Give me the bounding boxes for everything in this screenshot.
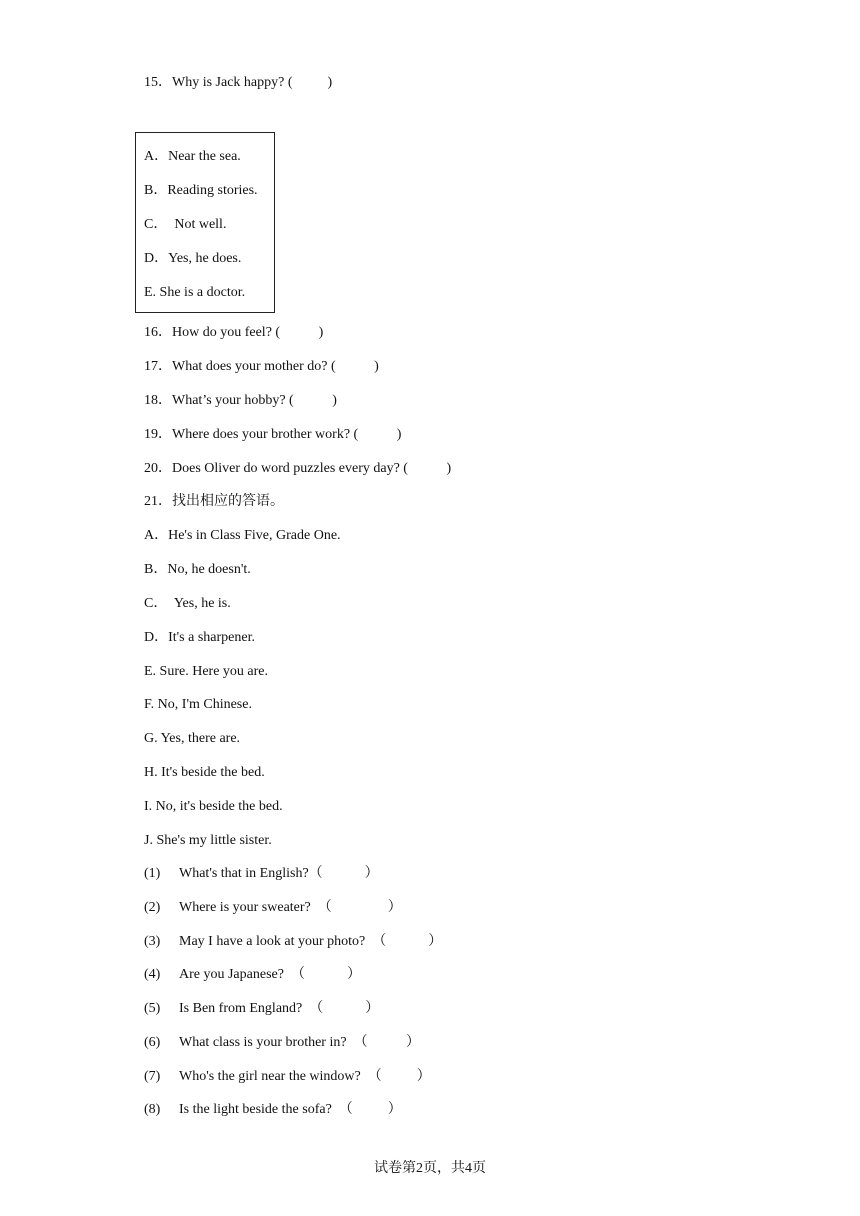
sub-question-number: (1) (144, 866, 161, 881)
option-a: A．Near the sea. (144, 149, 241, 164)
sub-question-4 (144, 966, 361, 984)
answer-j: J. She's my little sister. (144, 833, 272, 848)
answer-g: G. Yes, there are. (144, 731, 241, 746)
option-c: C． Not well. (144, 217, 227, 232)
option-e: E. She is a doctor. (144, 285, 246, 300)
page-footer: 试卷第2页，共4页 (374, 1161, 486, 1176)
sub-question-text: What class is your brother in? （ ） (179, 1035, 421, 1050)
answer-h: H. It's beside the bed. (144, 765, 265, 780)
sub-question-number: (3) (144, 934, 161, 949)
question-21: 21．找出相应的答语。 (144, 494, 284, 509)
answer-i: I. No, it's beside the bed. (144, 799, 283, 814)
sub-question-2 (144, 899, 402, 917)
sub-question-number: (4) (144, 967, 161, 982)
question-15: 15．Why is Jack happy? ( ) (144, 75, 333, 90)
sub-question-7 (144, 1068, 431, 1086)
question-17: 17．What does your mother do? ( ) (144, 359, 379, 374)
sub-question-1 (144, 865, 379, 883)
option-d: D．Yes, he does. (144, 251, 242, 266)
sub-question-number: (8) (144, 1102, 161, 1117)
option-b: B．Reading stories. (144, 183, 258, 198)
answer-d: D．It's a sharpener. (144, 630, 255, 645)
answer-e: E. Sure. Here you are. (144, 664, 269, 679)
answer-c: C． Yes, he is. (144, 596, 231, 611)
sub-question-text: Are you Japanese? （ ） (179, 967, 361, 982)
sub-question-text: Where is your sweater? （ ） (179, 900, 402, 915)
sub-question-text: May I have a look at your photo? （ ） (179, 934, 443, 949)
sub-question-text: Is Ben from England? （ ） (179, 1001, 380, 1016)
sub-question-text: Is the light beside the sofa? （ ） (179, 1102, 402, 1117)
answer-b: B．No, he doesn't. (144, 562, 251, 577)
sub-question-number: (6) (144, 1035, 161, 1050)
sub-question-6 (144, 1034, 420, 1052)
sub-question-number: (5) (144, 1001, 161, 1016)
answer-a: A．He's in Class Five, Grade One. (144, 528, 341, 543)
question-16: 16．How do you feel? ( ) (144, 325, 324, 340)
sub-question-3 (144, 933, 442, 951)
question-19: 19．Where does your brother work? ( ) (144, 427, 402, 442)
answer-f: F. No, I'm Chinese. (144, 697, 252, 712)
options-box (135, 132, 275, 313)
question-18: 18．What’s your hobby? ( ) (144, 393, 337, 408)
sub-question-number: (7) (144, 1069, 161, 1084)
sub-question-5 (144, 1000, 379, 1018)
sub-question-8 (144, 1101, 402, 1119)
sub-question-number: (2) (144, 900, 161, 915)
sub-question-text: What's that in English?（ ） (179, 866, 379, 881)
question-20: 20．Does Oliver do word puzzles every day? ( ) (144, 461, 452, 476)
sub-question-text: Who's the girl near the window? （ ） (179, 1069, 431, 1084)
